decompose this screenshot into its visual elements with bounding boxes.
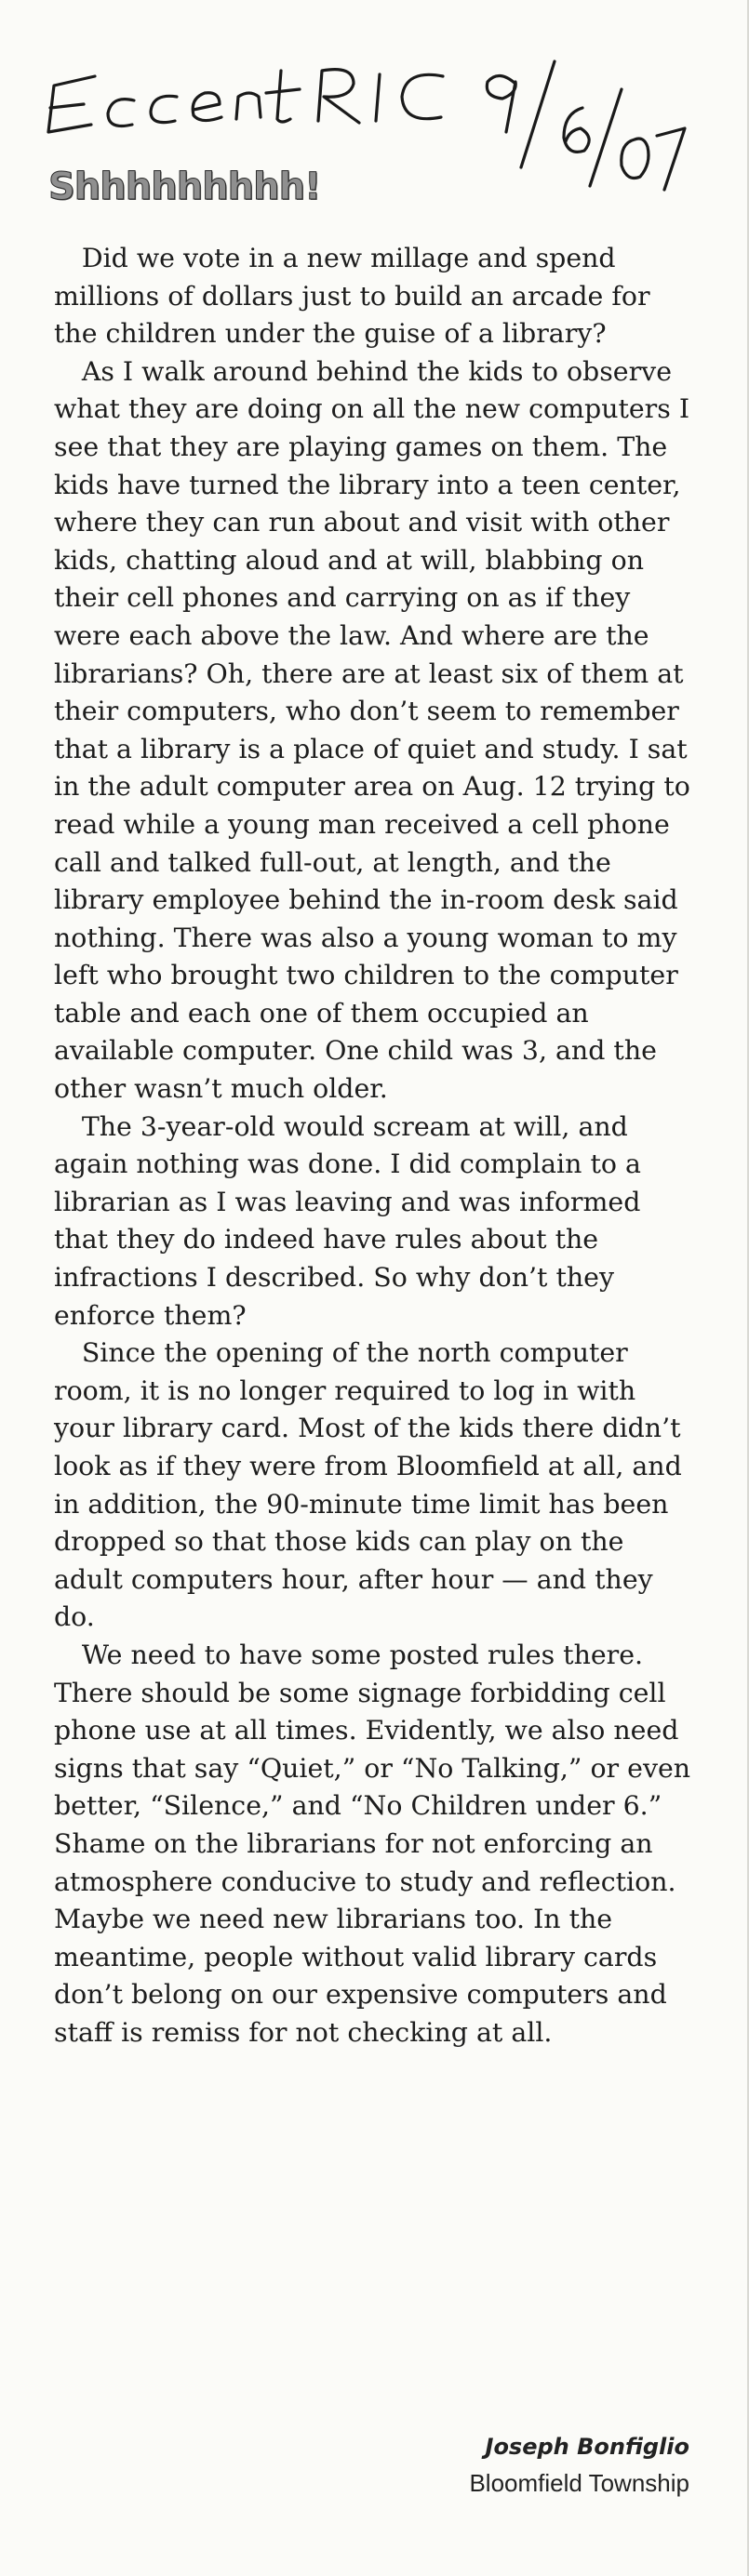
- author-name: Joseph Bonfiglio: [485, 2434, 689, 2460]
- signature-block: [469, 2429, 689, 2502]
- paragraph: We need to have some posted rules there. There should be some signage forbidding cell phone use at all times. Evidently, we also need signs that say “Quiet,” or “No Talking,” or even better, “Silence,” and “No Children under 6.” Shame on the librarians for not enforcing an atmosphere conducive to study and reflection. Maybe we need new librarians too. In the meantime, people without valid library cards don’t belong on our expensive computers and staff is remiss for not checking at all.: [54, 1639, 691, 2048]
- headline: Shhhhhhhhh!: [48, 166, 321, 208]
- author-location: Bloomfield Township: [469, 2469, 689, 2497]
- paragraph: Did we vote in a new millage and spend millions of dollars just to build an arcade for the children under the guise of a library?: [54, 243, 650, 350]
- paragraph: The 3-year-old would scream at will, and again nothing was done. I did complain to a librarian as I was leaving and was informed that they do indeed have rules about the infractions I described. So why don’t they enforce them?: [54, 1110, 641, 1331]
- paragraph: As I walk around behind the kids to observe what they are doing on all the new computers I see that they are playing games on them. The kids have turned the library into a teen center, where they can run about and visit with other kids, chatting aloud and at will, blabbing on their cell phones and carrying on as if they were each above the law. And where are the librarians? Oh, there are at least six of them at their computers, who don’t seem to remember that a library is a place of quiet and study. I sat in the adult computer area on Aug. 12 trying to read while a young man received a cell phone call and talked full-out, at length, and the library employee behind the in-room desk said nothing. There was also a young woman to my left who brought two children to the computer table and each one of them occupied an available computer. One child was 3, and the other wasn’t much older.: [54, 355, 690, 1105]
- paragraph: Since the opening of the north computer room, it is no longer required to log in with your library card. Most of the kids there didn’t look as if they were from Bloomfield at all, and in addition, the 90-minute time limit has been dropped so that those kids can play on the adult computers hour, after hour — and they do.: [54, 1337, 682, 1633]
- letter-body: [54, 240, 696, 2052]
